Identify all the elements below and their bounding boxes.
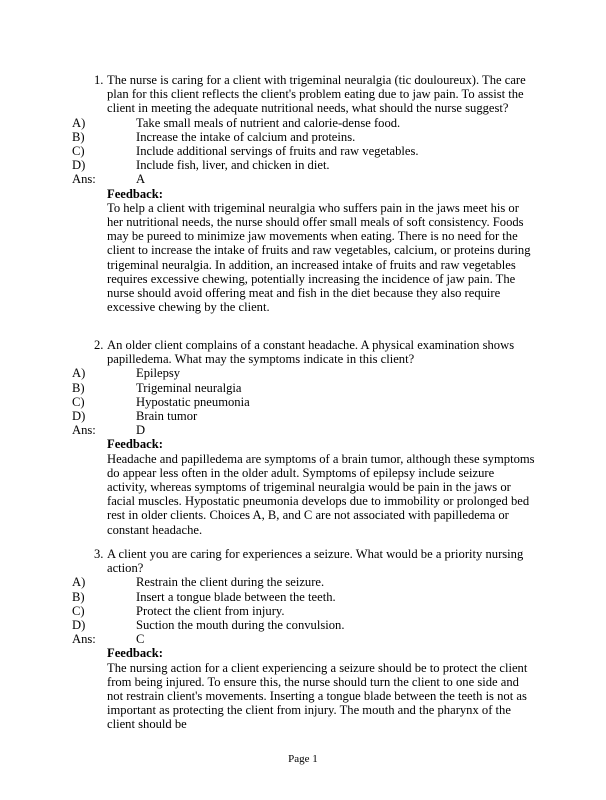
answer-label: Ans: bbox=[72, 172, 96, 187]
feedback-heading: Feedback: bbox=[107, 646, 163, 661]
choice-text: Epilepsy bbox=[136, 366, 181, 381]
choice-text: Trigeminal neuralgia bbox=[136, 380, 242, 395]
choice-letter: B) bbox=[72, 129, 85, 144]
question-stem bbox=[94, 547, 534, 575]
choice-d bbox=[0, 618, 606, 632]
feedback-text: Headache and papilledema are symptoms of a brain tumor, although these symptoms do appear less often in the older adult. Symptoms of epilepsy include seizure activity, whereas symptoms of trigeminal neuralgia would be pain in the jaws or facial muscles. Hypostatic pneumonia develops due to immobility or prolonged bed rest in older clients. Choices A, B, and C are not associated with papilledema or constant headache. bbox=[107, 451, 535, 537]
choice-text: Protect the client from injury. bbox=[136, 603, 285, 618]
choice-letter: B) bbox=[72, 380, 85, 395]
choice-c bbox=[0, 395, 606, 409]
choice-text: Include additional servings of fruits and raw vegetables. bbox=[136, 143, 419, 158]
feedback-text: To help a client with trigeminal neuralgia who suffers pain in the jaws meet his or her nutritional needs, the nurse should offer small meals of soft consistency. Foods may be pureed to minimize jaw movements when eating. There is no need for the client to increase the intake of fruits and raw vegetables, calcium, or proteins during trigeminal neuralgia. In addition, an increased intake of fruits and raw vegetables requires excessive chewing, potentially increasing the incidence of jaw pain. The nurse should avoid offering meat and fish in the diet because they also require excessive chewing by the client. bbox=[107, 200, 531, 315]
choice-text: Hypostatic pneumonia bbox=[136, 394, 250, 409]
choice-a bbox=[0, 575, 606, 589]
page-number: Page 1 bbox=[288, 753, 318, 765]
question-1 bbox=[0, 73, 606, 314]
choice-text: Include fish, liver, and chicken in diet. bbox=[136, 158, 330, 173]
question-stem bbox=[94, 73, 534, 116]
question-2 bbox=[0, 338, 606, 537]
answer-value: C bbox=[136, 632, 145, 647]
choice-text: Restrain the client during the seizure. bbox=[136, 575, 325, 590]
feedback-text: The nursing action for a client experiencing a seizure should be to protect the client from being injured. To ensure this, the nurse should turn the client to one side and not restrain client's movements. Inserting a tongue blade between the teeth is not as important as protecting the client from injury. The mouth and the pharynx of the client should be bbox=[107, 660, 528, 732]
question-number: 3. bbox=[94, 547, 104, 561]
choice-c bbox=[0, 144, 606, 158]
question-number: 1. bbox=[94, 73, 104, 87]
question-text: An older client complains of a constant headache. A physical examination shows papilledema. What may the symptoms indicate in this client? bbox=[107, 338, 515, 367]
question-stem bbox=[94, 338, 534, 366]
answer-label: Ans: bbox=[72, 423, 96, 438]
choice-a bbox=[0, 116, 606, 130]
question-number: 2. bbox=[94, 338, 104, 352]
choice-text: Brain tumor bbox=[136, 408, 198, 423]
choice-letter: C) bbox=[72, 603, 85, 618]
choice-letter: D) bbox=[72, 158, 86, 173]
choice-a bbox=[0, 366, 606, 380]
feedback-heading: Feedback: bbox=[107, 437, 163, 452]
answer-value: D bbox=[136, 423, 146, 438]
choice-letter: A) bbox=[72, 115, 86, 130]
feedback-heading: Feedback: bbox=[107, 186, 163, 201]
choice-letter: C) bbox=[72, 394, 85, 409]
choice-text: Suction the mouth during the convulsion. bbox=[136, 617, 345, 632]
choice-c bbox=[0, 604, 606, 618]
choice-b bbox=[0, 130, 606, 144]
choice-letter: D) bbox=[72, 617, 86, 632]
answer-row bbox=[0, 172, 606, 186]
choice-d bbox=[0, 158, 606, 172]
choice-text: Increase the intake of calcium and proteins. bbox=[136, 129, 356, 144]
question-text: The nurse is caring for a client with trigeminal neuralgia (tic douloureux). The care plan for this client reflects the client's problem eating due to jaw pain. To assist the client in meeting the adequate nutritional needs, what should the nurse suggest? bbox=[107, 73, 526, 116]
choice-b bbox=[0, 590, 606, 604]
choice-letter: D) bbox=[72, 408, 86, 423]
answer-row bbox=[0, 632, 606, 646]
choice-letter: A) bbox=[72, 366, 86, 381]
question-3 bbox=[0, 547, 606, 732]
answer-row bbox=[0, 423, 606, 437]
answer-label: Ans: bbox=[72, 632, 96, 647]
choice-b bbox=[0, 381, 606, 395]
question-text: A client you are caring for experiences a seizure. What would be a priority nursing action? bbox=[107, 547, 524, 576]
choice-text: Insert a tongue blade between the teeth. bbox=[136, 589, 336, 604]
choice-text: Take small meals of nutrient and calorie-dense food. bbox=[136, 115, 401, 130]
choice-d bbox=[0, 409, 606, 423]
answer-value: A bbox=[136, 172, 146, 187]
choice-letter: C) bbox=[72, 143, 85, 158]
choice-letter: A) bbox=[72, 575, 86, 590]
choice-letter: B) bbox=[72, 589, 85, 604]
